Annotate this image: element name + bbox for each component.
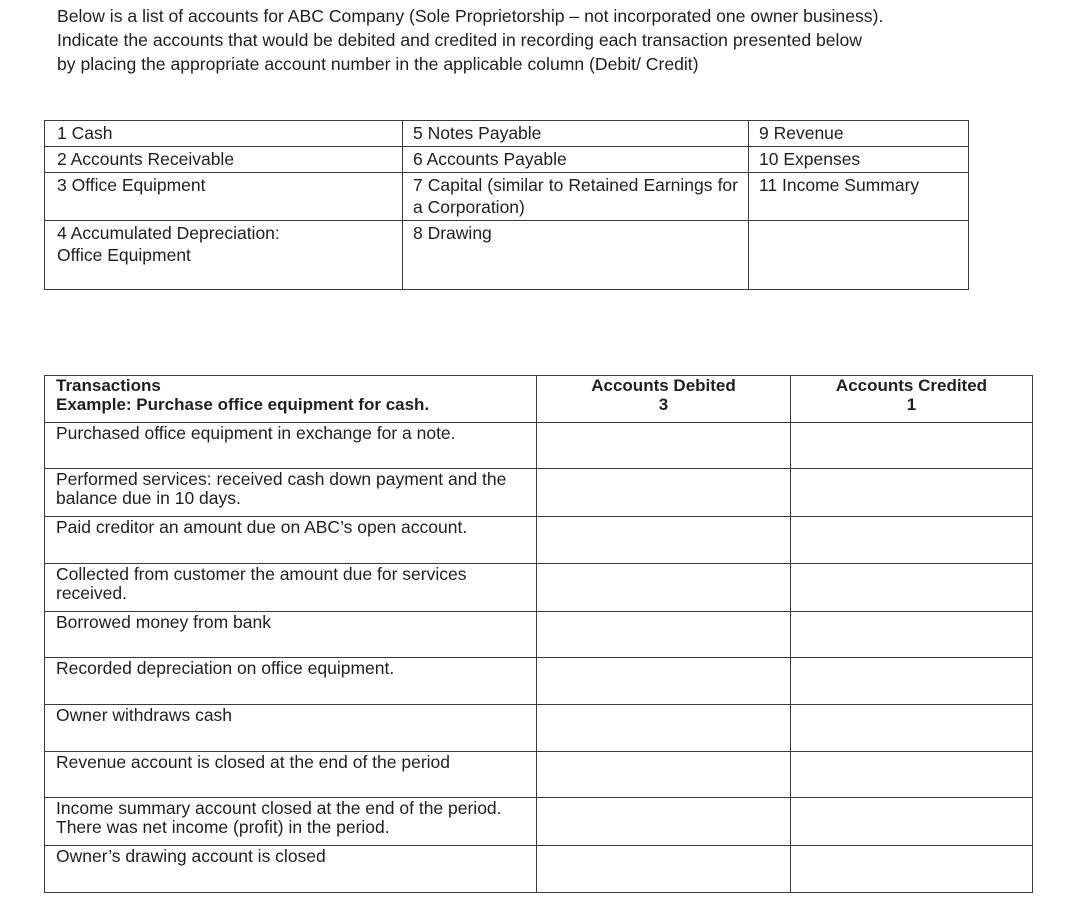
transaction-4: Collected from customer the amount due for services received. <box>45 563 537 611</box>
account-notes-payable: 5 Notes Payable <box>403 121 749 147</box>
credit-cell-2[interactable] <box>791 469 1033 517</box>
transaction-3: Paid creditor an amount due on ABC’s open account. <box>45 517 537 564</box>
example-credit: 1 <box>906 395 917 414</box>
instructions <box>57 4 1017 76</box>
credit-cell-5[interactable] <box>791 611 1033 658</box>
account-capital: 7 Capital (similar to Retained Earnings for a Corporation) <box>403 173 749 221</box>
credit-cell-7[interactable] <box>791 705 1033 752</box>
debited-header-label: Accounts Debited <box>591 376 736 395</box>
transaction-8: Revenue account is closed at the end of the period <box>45 751 537 798</box>
account-accumulated-depreciation <box>45 221 403 290</box>
debit-cell-5[interactable] <box>537 611 791 658</box>
example-transaction: Example: Purchase office equipment for cash. <box>56 395 430 414</box>
credited-header <box>791 376 1033 423</box>
credit-cell-1[interactable] <box>791 422 1033 469</box>
instructions-line-2: Indicate the accounts that would be debited and credited in recording each transaction presented below <box>57 30 862 50</box>
transactions-table <box>44 375 1033 893</box>
debit-cell-10[interactable] <box>537 846 791 893</box>
debit-cell-1[interactable] <box>537 422 791 469</box>
credit-cell-4[interactable] <box>791 563 1033 611</box>
debit-cell-3[interactable] <box>537 517 791 564</box>
transaction-5: Borrowed money from bank <box>45 611 537 658</box>
empty-cell <box>749 221 969 290</box>
account-cash: 1 Cash <box>45 121 403 147</box>
transactions-header-label: Transactions <box>56 376 161 395</box>
example-debit: 3 <box>658 395 669 414</box>
credit-cell-6[interactable] <box>791 658 1033 705</box>
account-drawing: 8 Drawing <box>403 221 749 290</box>
account-accounts-payable: 6 Accounts Payable <box>403 147 749 173</box>
transaction-9: Income summary account closed at the end of the period. There was net income (profit) in the period. <box>45 798 537 846</box>
transaction-1: Purchased office equipment in exchange for a note. <box>45 422 537 469</box>
credited-header-label: Accounts Credited <box>835 376 988 395</box>
credit-cell-10[interactable] <box>791 846 1033 893</box>
transaction-10: Owner’s drawing account is closed <box>45 846 537 893</box>
instructions-line-1: Below is a list of accounts for ABC Company (Sole Proprietorship – not incorporated one owner business). <box>57 6 884 26</box>
account-income-summary: 11 Income Summary <box>749 173 969 221</box>
credit-cell-9[interactable] <box>791 798 1033 846</box>
debit-cell-4[interactable] <box>537 563 791 611</box>
accounts-list-table <box>44 120 969 290</box>
instructions-line-3: by placing the appropriate account number in the applicable column (Debit/ Credit) <box>57 54 699 74</box>
account-revenue: 9 Revenue <box>749 121 969 147</box>
debit-cell-2[interactable] <box>537 469 791 517</box>
debited-header <box>537 376 791 423</box>
transaction-7: Owner withdraws cash <box>45 705 537 752</box>
credit-cell-3[interactable] <box>791 517 1033 564</box>
account-accumulated-depreciation-line1: 4 Accumulated Depreciation: <box>57 223 280 243</box>
transactions-header <box>45 376 537 423</box>
account-accounts-receivable: 2 Accounts Receivable <box>45 147 403 173</box>
account-accumulated-depreciation-line2: Office Equipment <box>57 245 191 265</box>
debit-cell-7[interactable] <box>537 705 791 752</box>
debit-cell-9[interactable] <box>537 798 791 846</box>
transaction-6: Recorded depreciation on office equipment. <box>45 658 537 705</box>
account-office-equipment: 3 Office Equipment <box>45 173 403 221</box>
account-expenses: 10 Expenses <box>749 147 969 173</box>
credit-cell-8[interactable] <box>791 751 1033 798</box>
debit-cell-6[interactable] <box>537 658 791 705</box>
transaction-2: Performed services: received cash down payment and the balance due in 10 days. <box>45 469 537 517</box>
debit-cell-8[interactable] <box>537 751 791 798</box>
